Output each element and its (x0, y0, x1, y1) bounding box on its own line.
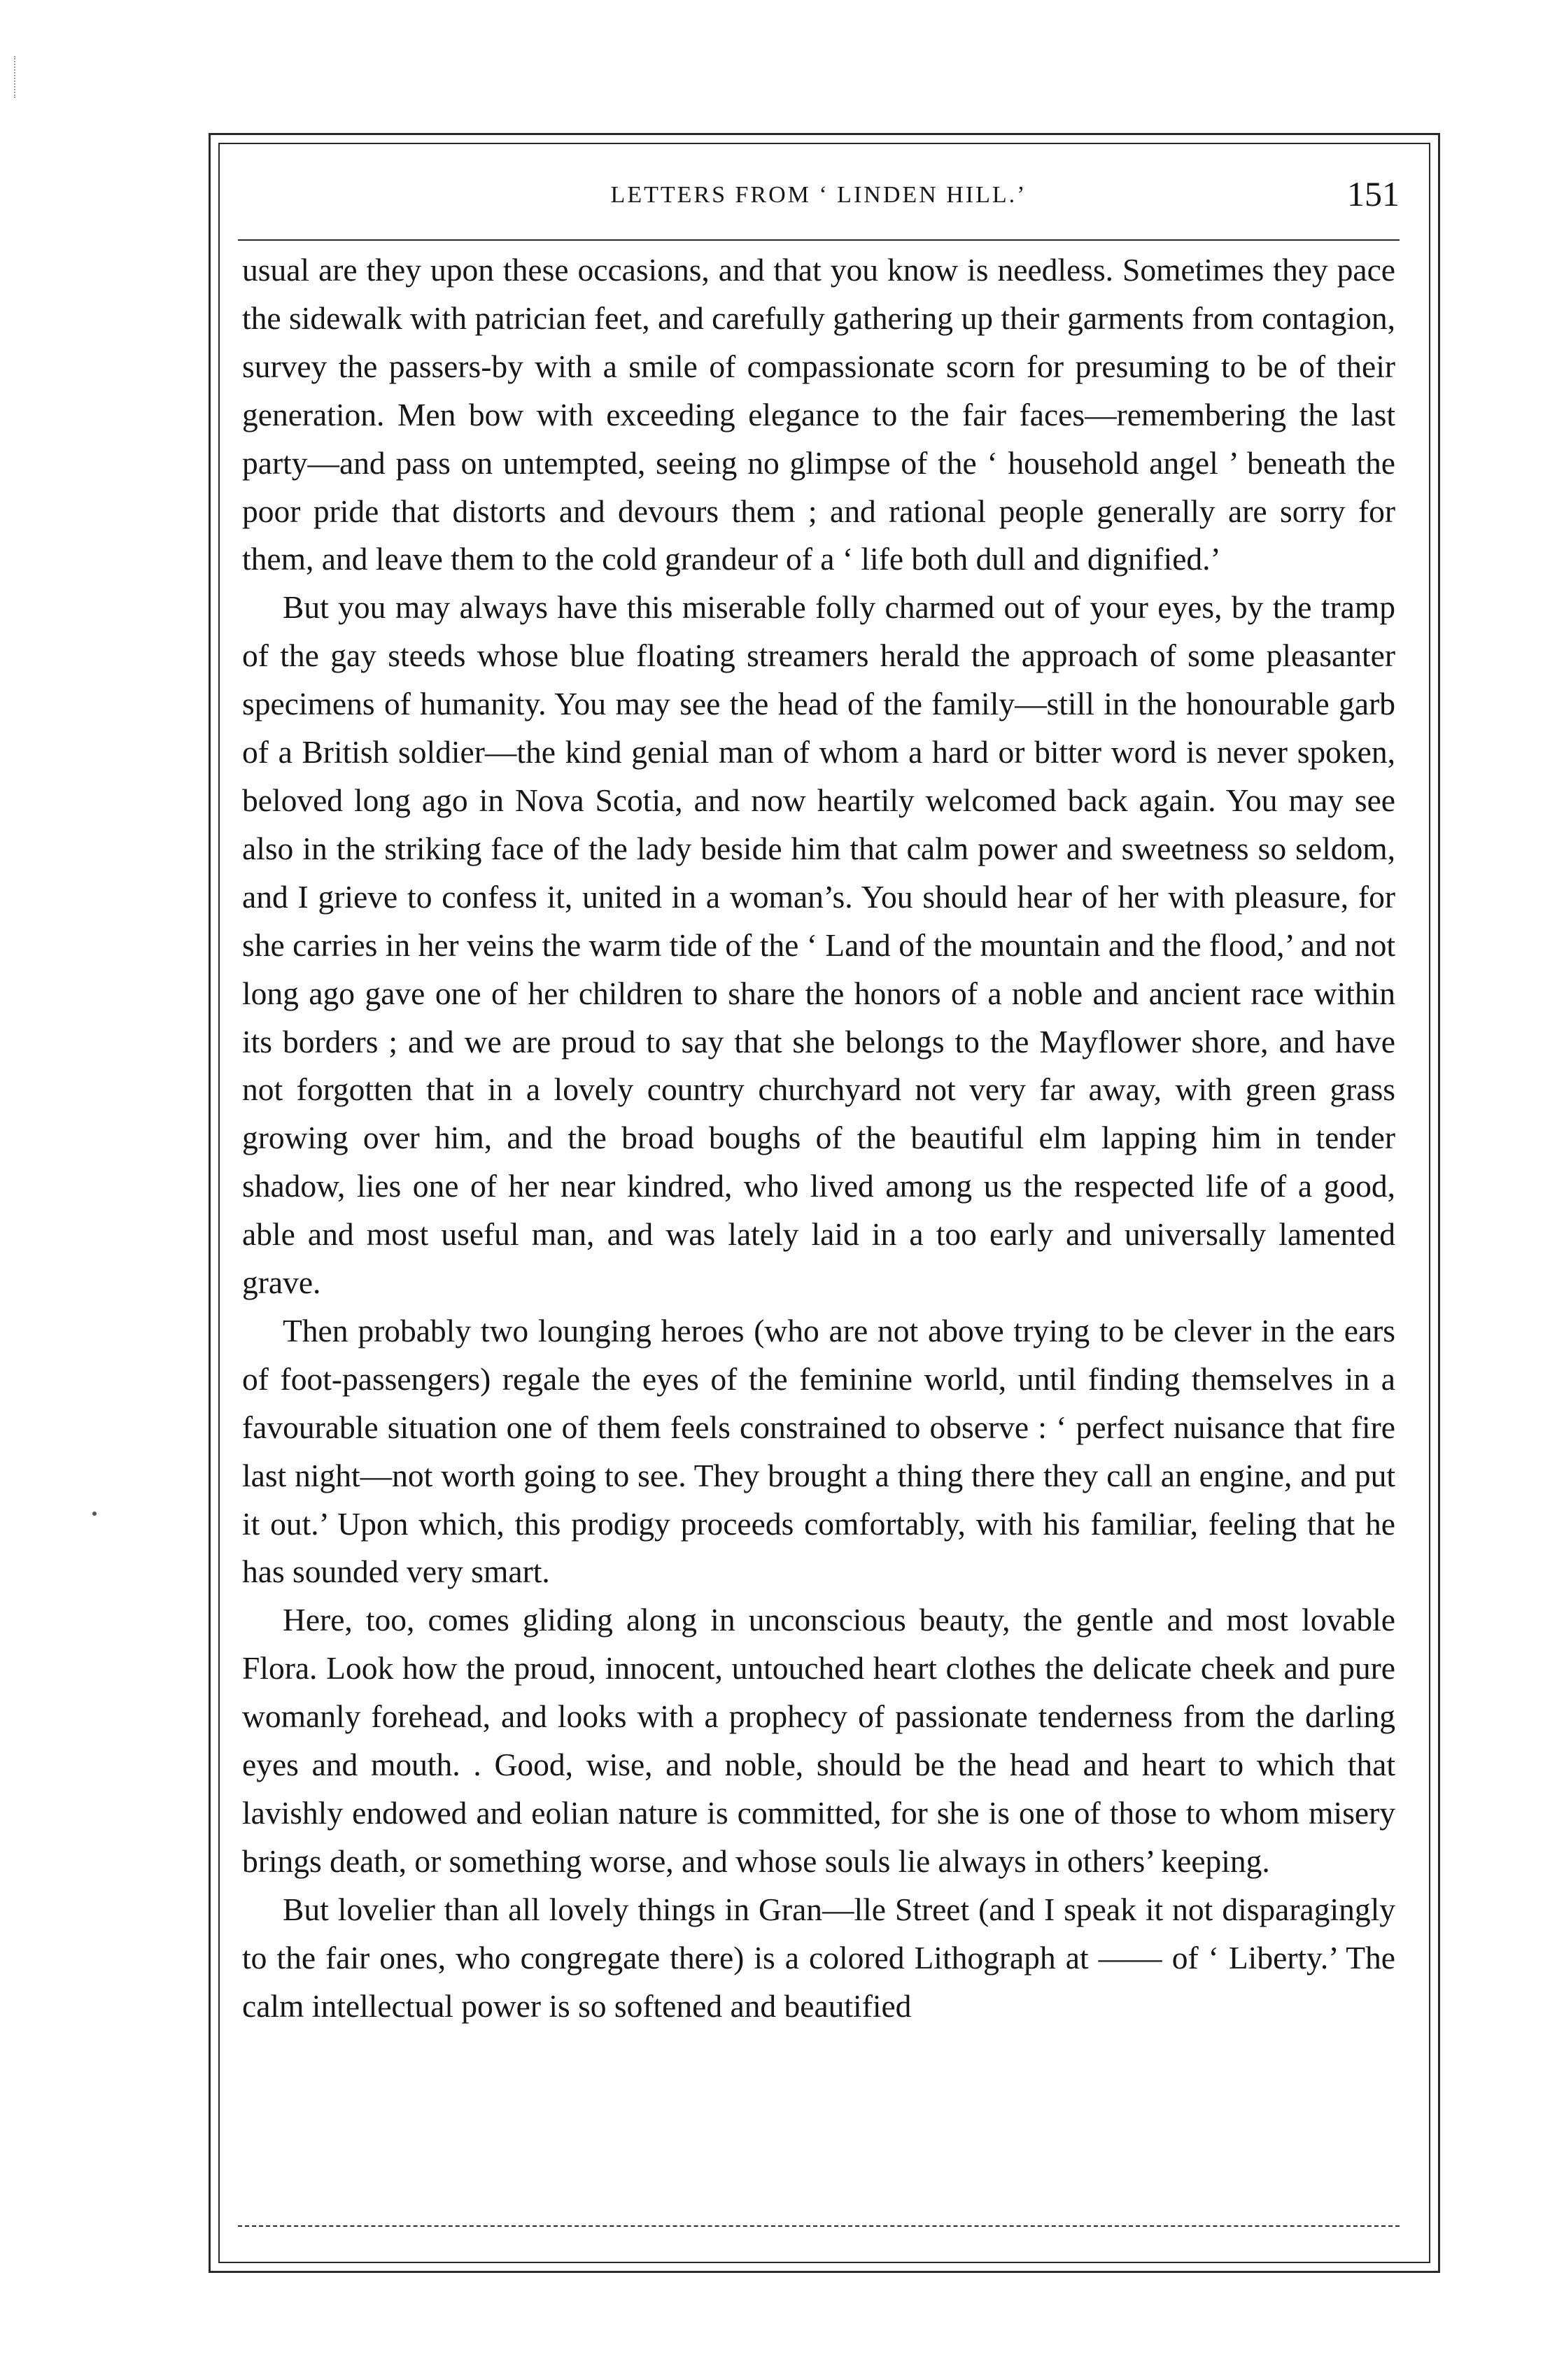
paragraph: But lovelier than all lovely things in Gran—lle Street (and I speak it not disparagingly to the fair ones, who congregate there) is a colored Lithograph at —— of ‘ Liberty.’ The calm intellectual power is so softened and beautified (242, 1891, 1395, 2024)
page-header (238, 174, 1400, 223)
running-head: LETTERS FROM ‘ LINDEN HILL.’ (610, 182, 1027, 208)
paragraph: Here, too, comes gliding along in unconscious beauty, the gentle and most lovable Flora. Look how the proud, innocent, untouched heart clothes the delicate cheek and pure womanly forehead, and looks with a prophecy of passionate tenderness from the darling eyes and mouth. . Good, wise, and noble, should be the head and heart to which that lavishly endowed and eolian nature is committed, for she is one of those to whom misery brings death, or something worse, and whose souls lie always in others’ keeping. (242, 1602, 1395, 1879)
margin-mark (14, 56, 17, 98)
footer-rule (238, 2225, 1400, 2227)
page-number: 151 (1347, 174, 1400, 213)
paragraph-continuation: usual are they upon these occasions, and that you know is needless. Sometimes they pace the sidewalk with patrician feet, and carefully gathering up their garments from contagion, survey the passers-by with a smile of compassionate scorn for presuming to be of their generation. Men bow with exceeding elegance to the fair faces—remembering the last party—and pass on untempted, seeing no glimpse of the ‘ household angel ’ beneath the poor pride that distorts and devours them ; and rational people generally are sorry for them, and leave them to the cold grandeur of a ‘ life both dull and dignified.’ (242, 252, 1395, 577)
paragraph: Then probably two lounging heroes (who are not above trying to be clever in the ears of foot-passengers) regale the eyes of the feminine world, until finding themselves in a favourable situation one of them feels constrained to observe : ‘ perfect nuisance that fire last night—not worth going to see. They brought a thing there they call an engine, and put it out.’ Upon which, this prodigy proceeds comfortably, with his familiar, feeling that he has sounded very smart. (242, 1312, 1395, 1590)
header-rule (238, 239, 1400, 241)
paragraph: But you may always have this miserable folly charmed out of your eyes, by the tramp of the gay steeds whose blue floating streamers herald the approach of some pleasanter specimens of humanity. You may see the head of the family—still in the honourable garb of a British soldier—the kind genial man of whom a hard or bitter word is never spoken, beloved long ago in Nova Scotia, and now heartily welcomed back again. You may see also in the striking face of the lady beside him that calm power and sweetness so seldom, and I grieve to confess it, united in a woman’s. You should hear of her with pleasure, for she carries in her veins the warm tide of the ‘ Land of the mountain and the flood,’ and not long ago gave one of her children to share the honors of a noble and ancient race within its borders ; and we are proud to say that she belongs to the Mayflower shore, and have not forgotten that in a lovely country churchyard not very far away, with green grass growing over him, and the broad boughs of the beautiful elm lapping him in tender shadow, lies one of her near kindred, who lived among us the respected life of a good, able and most useful man, and was lately laid in a too early and universally lamented grave. (242, 589, 1395, 1301)
margin-dot (92, 1512, 97, 1516)
body-text (242, 246, 1395, 2031)
